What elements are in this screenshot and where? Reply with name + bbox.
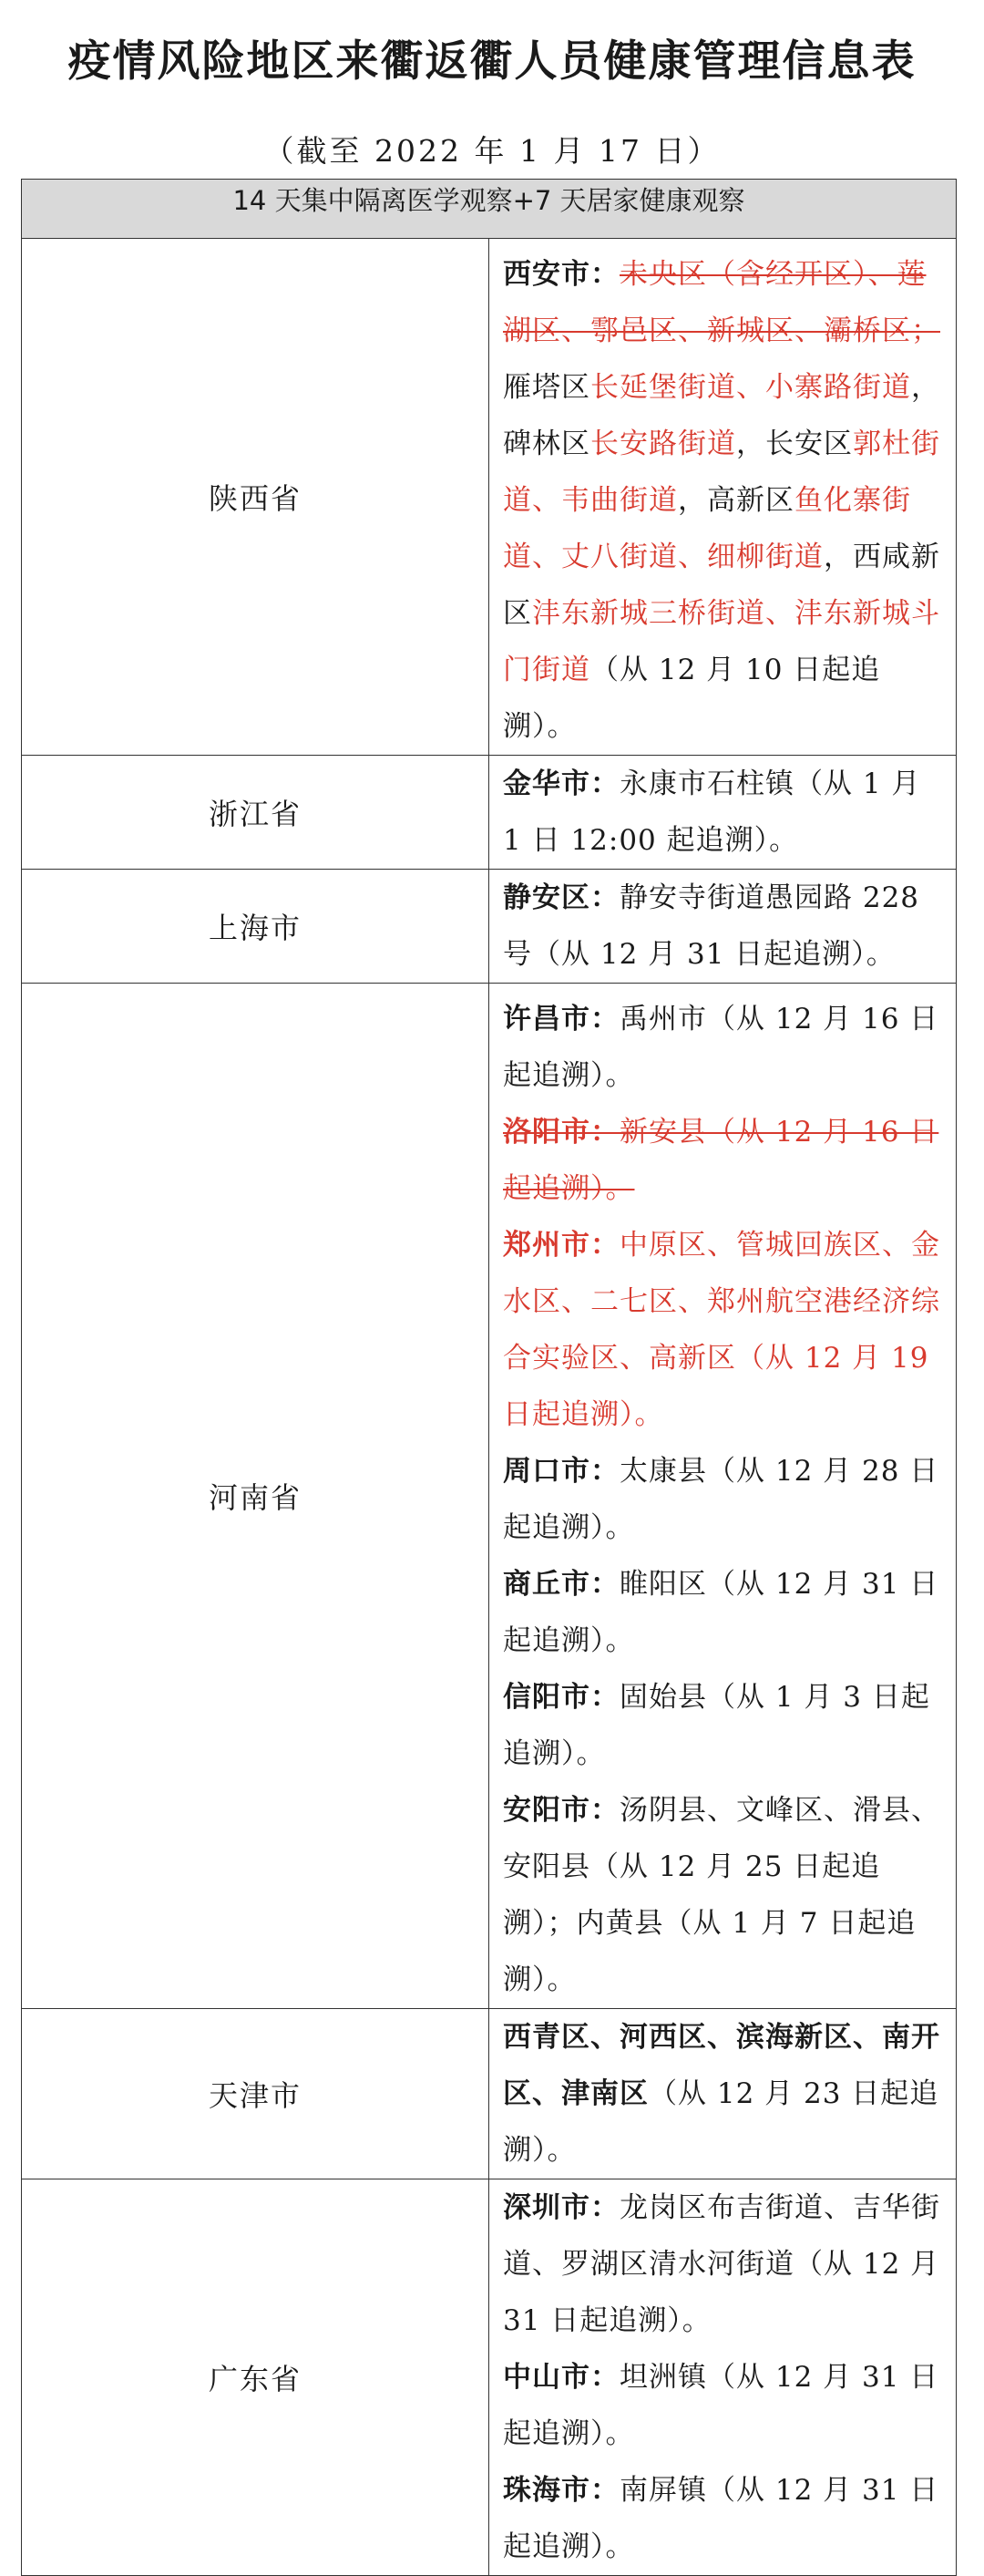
page-title: 疫情风险地区来衢返衢人员健康管理信息表	[67, 36, 917, 87]
province-cell: 河南省	[22, 984, 489, 2009]
table-row	[22, 756, 957, 870]
detail-cell	[489, 239, 957, 756]
added-areas: 长延堡街道、小寨路街道	[590, 371, 911, 404]
province-cell: 上海市	[22, 870, 489, 984]
city-detail: 太康县（从 12 月 28 日起追溯）。	[503, 1455, 939, 1544]
detail-cell	[489, 756, 957, 870]
city-entry-zhongshan	[503, 2349, 943, 2462]
table-header: 14 天集中隔离医学观察+7 天居家健康观察	[22, 180, 957, 239]
detail-cell	[489, 2009, 957, 2179]
city-label: 信阳市：	[503, 1681, 620, 1714]
city-entry-jingan	[503, 870, 943, 983]
table-row	[22, 870, 957, 984]
city-label: 许昌市：	[503, 1003, 620, 1036]
city-entry-xuchang	[503, 991, 943, 1104]
city-label: 安阳市：	[503, 1794, 620, 1827]
city-detail: 汤阴县、文峰区、滑县、安阳县（从 12 月 25 日起追溯）；内黄县（从 1 月 7 日起追溯）。	[503, 1794, 940, 1996]
city-entry-xian	[503, 246, 943, 755]
city-detail: 禹州市（从 12 月 16 日起追溯）。	[503, 1003, 939, 1092]
province-cell: 广东省	[22, 2179, 489, 2576]
city-label: 珠海市：	[503, 2474, 620, 2507]
city-entry-shenzhen	[503, 2179, 943, 2349]
city-label: 商丘市：	[503, 1568, 620, 1601]
city-label: 西安市：	[503, 258, 620, 291]
city-detail: 南屏镇（从 12 月 31 日起追溯）。	[503, 2474, 939, 2563]
city-label: 深圳市：	[503, 2191, 620, 2224]
district-text: ，西咸新区	[503, 541, 940, 630]
table-row	[22, 2179, 957, 2576]
detail-cell	[489, 984, 957, 2009]
table-row	[22, 984, 957, 2009]
district-text: ，长安区	[736, 428, 853, 460]
city-detail: 中原区、管城回族区、金水区、二七区、郑州航空港经济综合实验区、高新区（从 12 月 19 日起追溯）。	[503, 1229, 940, 1431]
city-detail: 固始县（从 1 月 3 日起追溯）。	[503, 1681, 930, 1770]
page-subtitle: （截至 2022 年 1 月 17 日）	[263, 133, 721, 169]
province-cell: 天津市	[22, 2009, 489, 2179]
city-label: 金华市：	[503, 768, 620, 800]
district-text: ，碑林区	[503, 371, 940, 460]
added-areas: 郭杜街道、韦曲街道	[503, 428, 940, 517]
district-list: 西青区、河西区、滨海新区、南开区、津南区	[503, 2021, 940, 2110]
district-text: 雁塔区	[503, 371, 590, 404]
table-row	[22, 2009, 957, 2179]
city-label: 周口市：	[503, 1455, 620, 1488]
city-label: 静安区：	[503, 881, 620, 914]
province-cell: 陕西省	[22, 239, 489, 756]
city-detail: 龙岗区布吉街道、吉华街道、罗湖区清水河街道（从 12 月 31 日起追溯）。	[503, 2191, 940, 2337]
city-detail: 新安县（从 12 月 16 日起追溯）。	[503, 1116, 939, 1205]
city-entry-jinhua	[503, 756, 943, 869]
city-entry-shangqiu	[503, 1556, 943, 1669]
city-entry-anyang	[503, 1782, 943, 2008]
city-detail: （从 12 月 23 日起追溯）。	[503, 2077, 939, 2167]
city-detail: 永康市石柱镇（从 1 月 1 日 12:00 起追溯）。	[503, 768, 921, 857]
table-header-row	[22, 180, 957, 239]
city-label: 中山市：	[503, 2361, 620, 2394]
table-row	[22, 239, 957, 756]
city-entry-zhengzhou	[503, 1217, 943, 1443]
risk-area-table	[21, 179, 957, 2576]
city-entry-zhuhai	[503, 2462, 943, 2575]
city-detail: 坦洲镇（从 12 月 31 日起追溯）。	[503, 2361, 939, 2450]
added-areas: 长安路街道	[590, 428, 736, 460]
detail-cell	[489, 2179, 957, 2576]
district-text: ，高新区	[678, 484, 794, 517]
added-areas: 沣东新城三桥街道、沣东新城斗门街道	[503, 597, 940, 686]
city-detail: 睢阳区（从 12 月 31 日起追溯）。	[503, 1568, 939, 1657]
trace-date: （从 12 月 10 日起追溯）。	[503, 654, 881, 743]
city-entry-zhoukou	[503, 1443, 943, 1556]
added-areas: 鱼化寨街道、丈八街道、细柳街道	[503, 484, 911, 573]
city-label: 洛阳市：	[503, 1116, 620, 1149]
province-cell: 浙江省	[22, 756, 489, 870]
city-entry-xinyang	[503, 1669, 943, 1782]
city-entry-luoyang	[503, 1104, 943, 1217]
city-detail: 静安寺街道愚园路 228 号（从 12 月 31 日起追溯）。	[503, 881, 920, 971]
city-label: 郑州市：	[503, 1229, 620, 1262]
detail-cell	[489, 870, 957, 984]
removed-areas: 未央区（含经开区）、莲湖区、鄠邑区、新城区、灞桥区；	[503, 258, 940, 347]
city-entry-tianjin	[503, 2009, 943, 2179]
